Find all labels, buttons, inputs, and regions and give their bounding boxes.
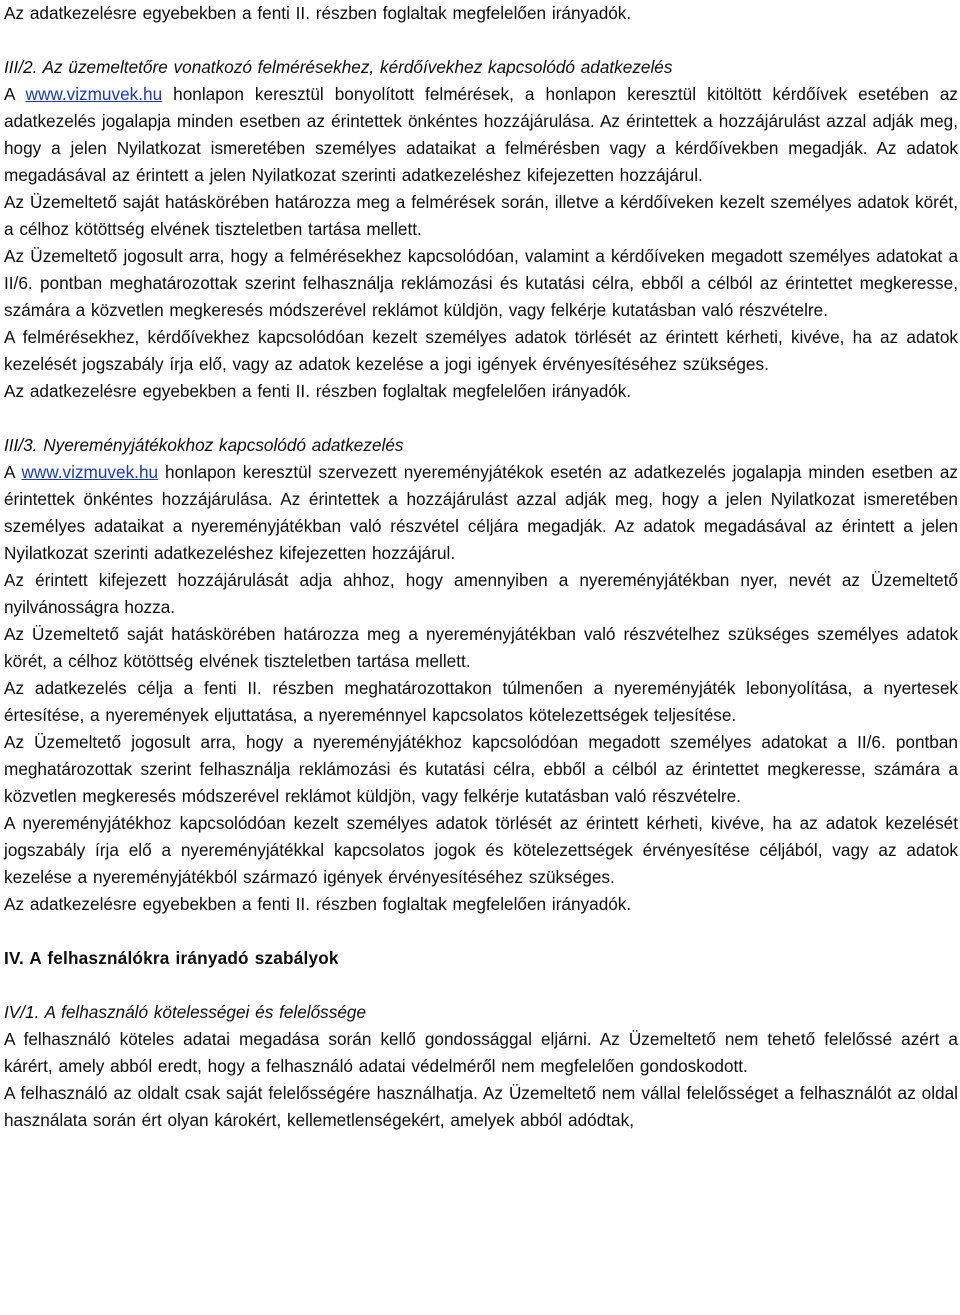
section-iii3-paragraph-7: Az adatkezelésre egyebekben a fenti II. részben foglaltak megfelelően irányadók. — [4, 894, 632, 914]
section-iii3-paragraph-5: Az Üzemeltető jogosult arra, hogy a nyereményjátékhoz kapcsolódóan megadott személyes adatokat a II/6. pontban meghatározottak szerint felhasználja reklámozási és kutatási célra, ebből a célból az érintettet megkeresse, számára a közvetlen megkeresés módszerével reklámot küldjön, vagy felkérje kutatásban való részvételre. — [4, 732, 958, 806]
section-iii2-heading: III/2. Az üzemeltetőre vonatkozó felmérésekhez, kérdőívekhez kapcsolódó adatkezelés — [4, 57, 673, 77]
spacer — [4, 918, 958, 945]
text-run: honlapon keresztül szervezett nyereményjátékok esetén az adatkezelés jogalapja minden esetben az érintettek önkéntes hozzájárulása. Az érintettek a hozzájárulást azzal adják meg, hogy a jelen Nyilatkozat ismeretében személyes adataikat a nyereményjátékban való részvétel céljára megadják. Az adatok megadásával az érintett a jelen Nyilatkozat szerinti adatkezeléshez kifejezetten hozzájárul. — [4, 462, 958, 563]
section-iii2-paragraph-2: Az Üzemeltető saját hatáskörében határozza meg a felmérések során, illetve a kérdőíveken kezelt személyes adatok körét, a célhoz kötöttség elvének tiszteletben tartása mellett. — [4, 192, 958, 239]
section-iii2-paragraph-1 — [4, 81, 958, 189]
section-iii3-paragraph-3: Az Üzemeltető saját hatáskörében határozza meg a nyereményjátékban való részvételhez szükséges személyes adatok körét, a célhoz kötöttség elvének tiszteletben tartása mellett. — [4, 624, 958, 671]
section-iii2-paragraph-5: Az adatkezelésre egyebekben a fenti II. részben foglaltak megfelelően irányadók. — [4, 381, 632, 401]
document-page — [4, 0, 958, 1134]
section-iii3-paragraph-2: Az érintett kifejezett hozzájárulását adja ahhoz, hogy amennyiben a nyereményjátékban nyer, nevét az Üzemeltető nyilvánosságra hozza. — [4, 570, 958, 617]
section-iv-heading: IV. A felhasználókra irányadó szabályok — [4, 948, 339, 968]
website-link[interactable]: www.vizmuvek.hu — [21, 462, 159, 482]
spacer — [4, 972, 958, 999]
intro-reference-paragraph: Az adatkezelésre egyebekben a fenti II. részben foglaltak megfelelően irányadók. — [4, 3, 632, 23]
section-iii3-paragraph-1 — [4, 459, 958, 567]
section-iii2-paragraph-4: A felmérésekhez, kérdőívekhez kapcsolódóan kezelt személyes adatok törlését az érintett kérheti, kivéve, ha az adatok kezelését jogszabály írja elő, vagy az adatok kezelése a jogi igények érvényesítéséhez szükséges. — [4, 327, 958, 374]
spacer — [4, 27, 958, 54]
text-run: A — [4, 462, 22, 482]
text-run: A — [4, 84, 26, 104]
text-run: honlapon keresztül bonyolított felmérések, a honlapon keresztül kitöltött kérdőívek esetében az adatkezelés jogalapja minden esetben az érintettek önkéntes hozzájárulása. Az érintettek a hozzájárulást azzal adják meg, hogy a jelen Nyilatkozat ismeretében személyes adataikat a felmérésben vagy a kérdőívekben megadják. Az adatok megadásával az érintett a jelen Nyilatkozat szerinti adatkezeléshez kifejezetten hozzájárul. — [4, 84, 958, 185]
section-iii3-paragraph-4: Az adatkezelés célja a fenti II. részben meghatározottakon túlmenően a nyereményjáték lebonyolítása, a nyertesek értesítése, a nyeremények eljuttatása, a nyereménnyel kapcsolatos kötelezettségek teljesítése. — [4, 678, 958, 725]
section-iii2-paragraph-3: Az Üzemeltető jogosult arra, hogy a felmérésekhez kapcsolódóan, valamint a kérdőíveken megadott személyes adatokat a II/6. pontban meghatározottak szerint felhasználja reklámozási és kutatási célra, ebből a célból az érintettet megkeresse, számára a közvetlen megkeresés módszerével reklámot küldjön, vagy felkérje kutatásban való részvételre. — [4, 246, 958, 320]
section-iv1-heading: IV/1. A felhasználó kötelességei és felelőssége — [4, 1002, 367, 1022]
section-iii3-paragraph-6: A nyereményjátékhoz kapcsolódóan kezelt személyes adatok törlését az érintett kérheti, kivéve, ha az adatok kezelését jogszabály írja elő a nyereményjátékkal kapcsolatos jogok és kötelezettségek érvényesítése céljából, vagy az adatok kezelése a nyereményjátékból származó igények érvényesítéséhez szükséges. — [4, 813, 958, 887]
section-iv1-paragraph-1: A felhasználó köteles adatai megadása során kellő gondossággal eljárni. Az Üzemeltető nem tehető felelőssé azért a kárért, amely abból eredt, hogy a felhasználó adatai védelméről nem megfelelően gondoskodott. — [4, 1029, 958, 1076]
website-link[interactable]: www.vizmuvek.hu — [25, 84, 163, 104]
section-iii3-heading: III/3. Nyereményjátékokhoz kapcsolódó adatkezelés — [4, 435, 404, 455]
section-iv1-paragraph-2: A felhasználó az oldalt csak saját felelősségére használhatja. Az Üzemeltető nem vállal felelősséget a felhasználót az oldal használata során ért olyan károkért, kellemetlenségekért, amelyek abból adódtak, — [4, 1083, 958, 1130]
spacer — [4, 405, 958, 432]
